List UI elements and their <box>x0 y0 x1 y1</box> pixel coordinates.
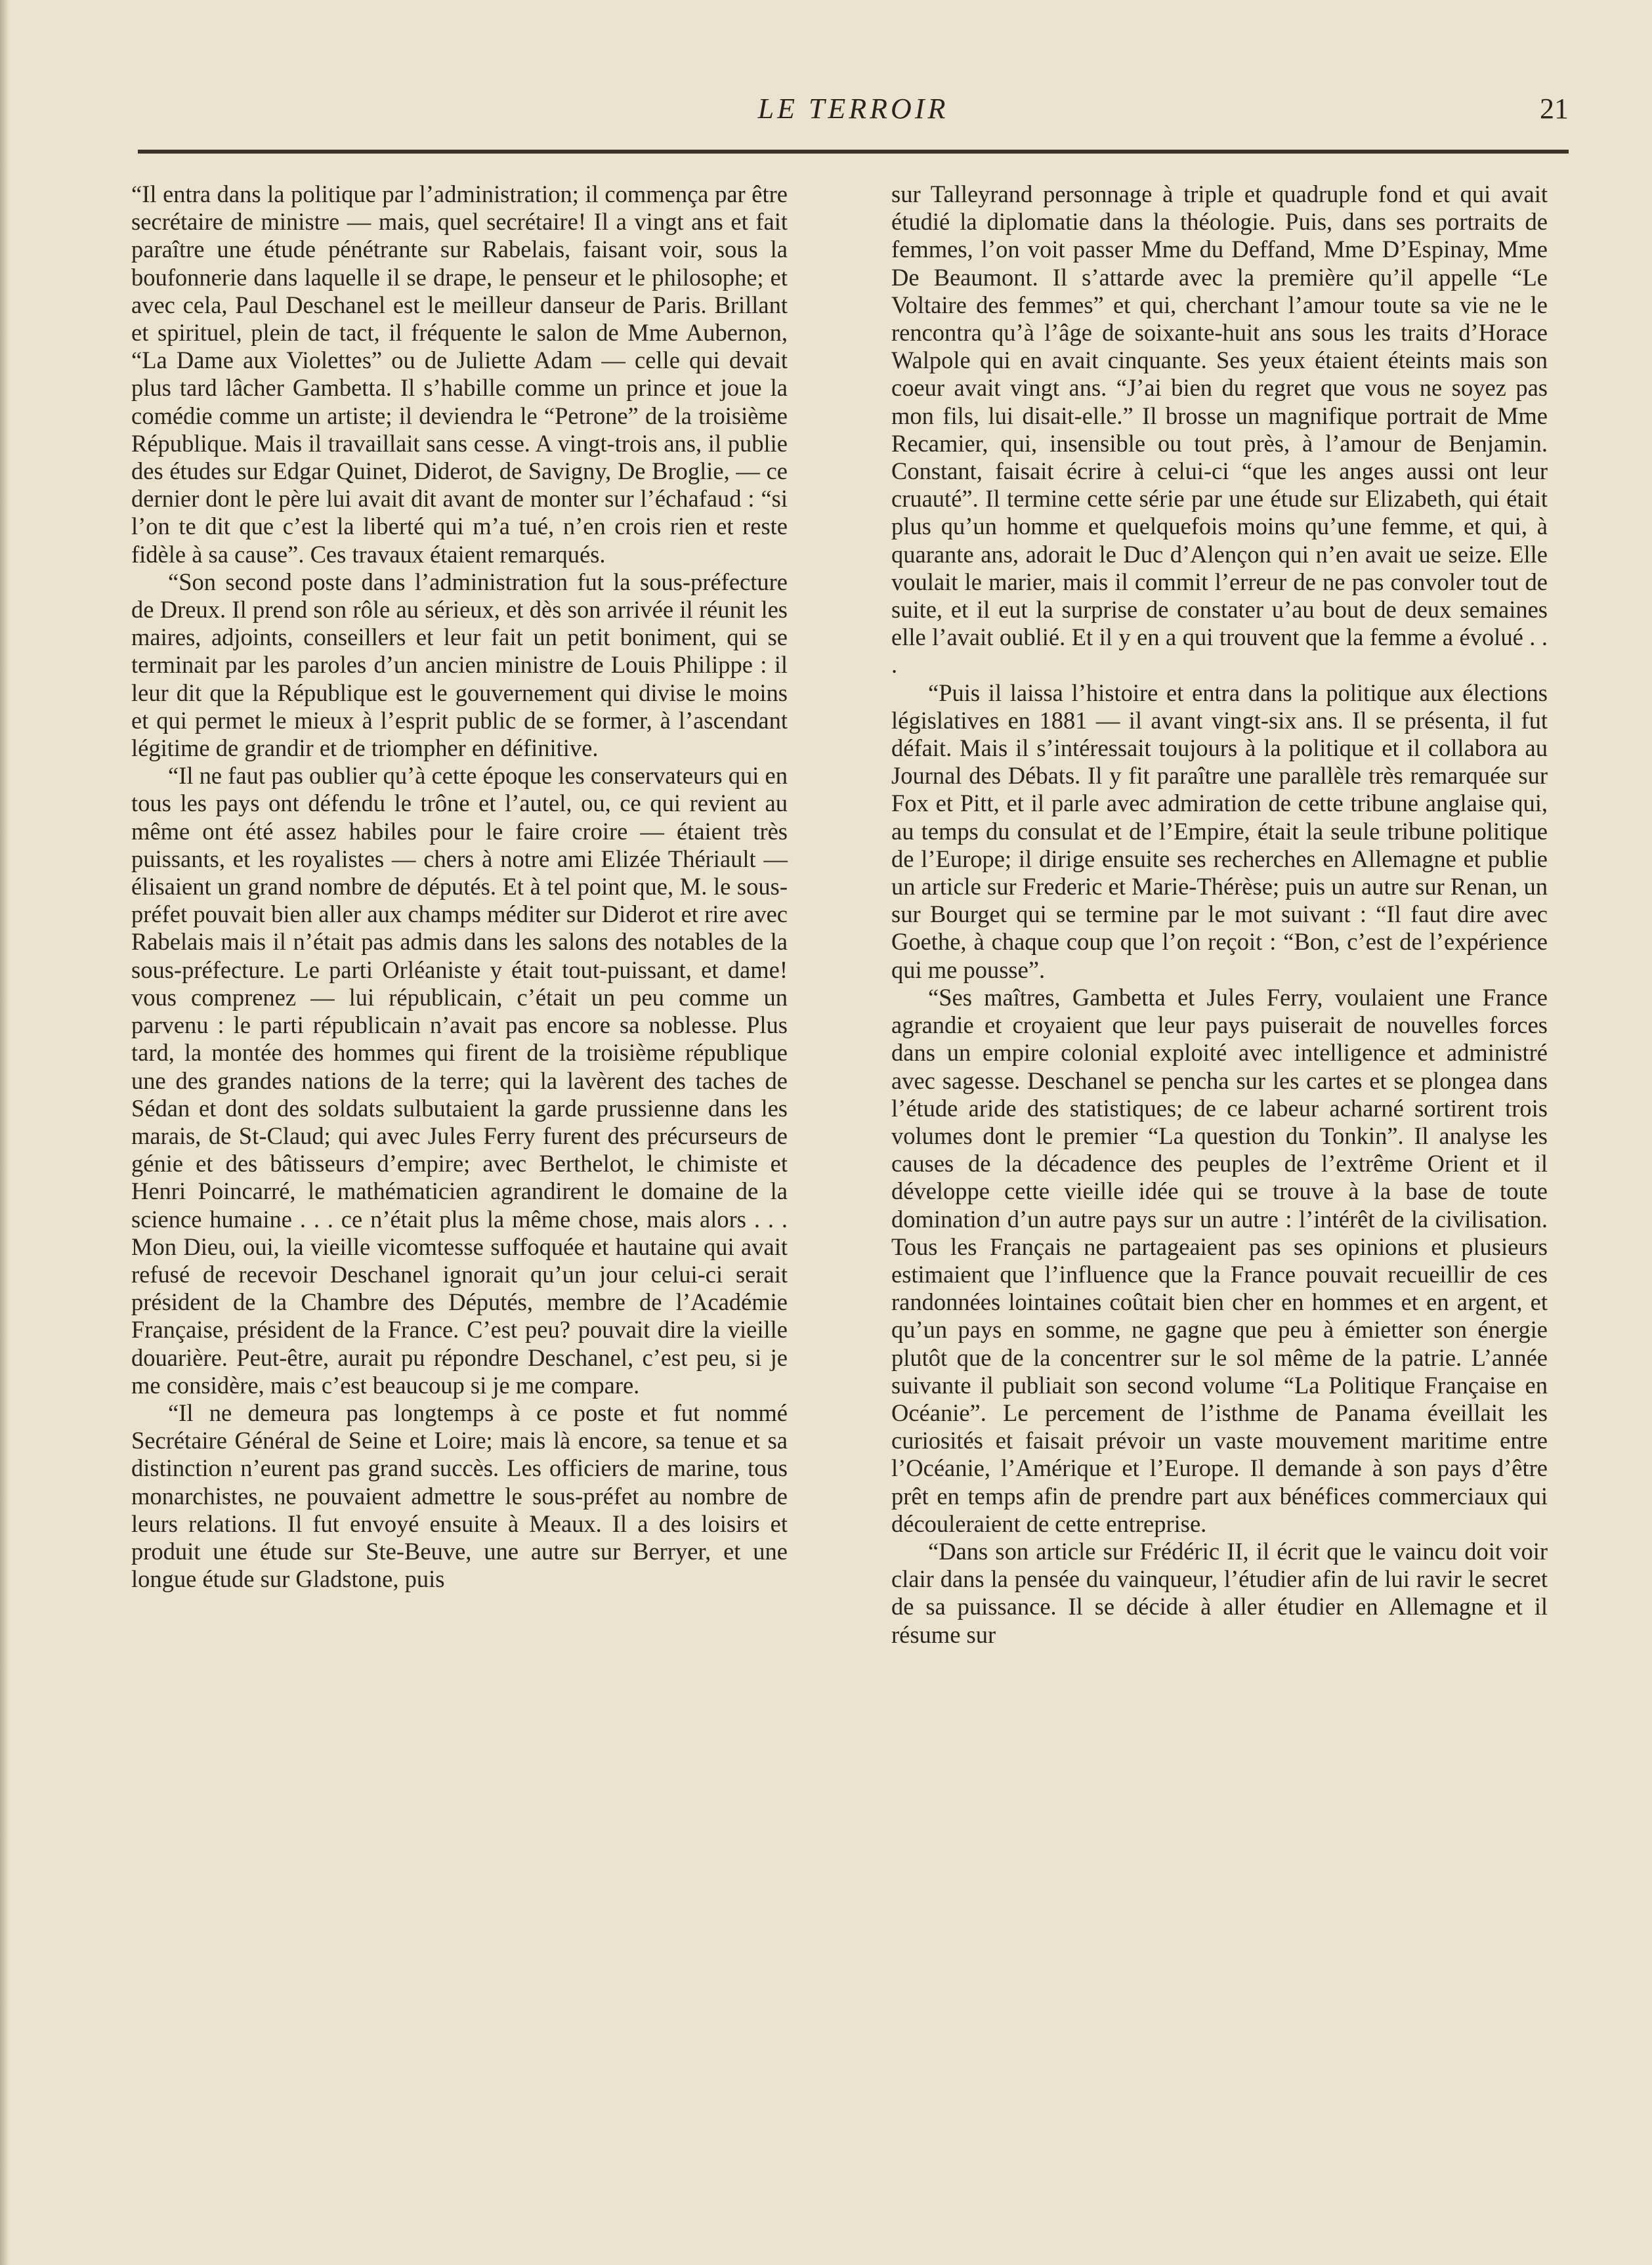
paragraph: sur Talleyrand personnage à triple et quadruple fond et qui avait étudié la diplomatie dans la théologie. Puis, dans ses portraits de femmes, l’on voit passer Mme du Deffand, Mme D’Espinay, Mme De Beaumont. Il s’attarde avec la première qu’il appelle “Le Voltaire des femmes” et qui, cherchant l’amour toute sa vie ne le rencontra qu’à l’âge de soixante-huit ans sous les traits d’Horace Walpole qui en avait cinquante. Ses yeux étaient éteints mais son coeur avait vingt ans. “J’ai bien du regret que vous ne soyez pas mon fils, lui disait-elle.” Il brosse un magnifique portrait de Mme Recamier, qui, insensible ou tout près, à l’amour de Benjamin. Constant, faisait écrire à celui-ci “que les anges aussi ont leur cruauté”. Il termine cette série par une étude sur Elizabeth, qui était plus qu’un homme et quelquefois moins qu’une femme, et qui, à quarante ans, adorait le Duc d’Alençon qui n’en avait ue seize. Elle voulait le marier, mais il commit l’erreur de ne pas convoler tout de suite, et il eut la surprise de constater u’au bout de deux semaines elle l’avait oublié. Et il y en a qui trouvent que la femme a évolué . . . <box>891 180 1548 679</box>
paragraph: “Son second poste dans l’administration fut la sous-préfecture de Dreux. Il prend son rôle au sérieux, et dès son arrivée il réunit les maires, adjoints, conseillers et leur fait un petit boniment, qui se terminait par les paroles d’un ancien ministre de Louis Philippe : il leur dit que la République est le gouvernement qui divise le moins et qui permet le mieux à l’esprit public de se former, à l’ascendant légitime de grandir et de triompher en définitive. <box>131 568 788 762</box>
page-header <box>138 92 1569 138</box>
running-title: LE TERROIR <box>757 93 949 125</box>
paragraph: “Puis il laissa l’histoire et entra dans la politique aux élections législatives en 1881 — il avant vingt-six ans. Il se présenta, il fut défait. Mais il s’intéressait toujours à la politique et il collabora au Journal des Débats. Il y fit paraître une parallèle très remarquée sur Fox et Pitt, et il parle avec admiration de cette tribune anglaise qui, au temps du consulat et de l’Empire, était la seule tribune politique de l’Europe; il dirige ensuite ses recherches en Allemagne et publie un article sur Frederic et Marie-Thérèse; puis un autre sur Renan, un sur Bourget qui se termine par le mot suivant : “Il faut dire avec Goethe, à chaque coup que l’on reçoit : “Bon, c’est de l’expérience qui me pousse”. <box>891 679 1548 983</box>
paragraph: “Il ne faut pas oublier qu’à cette époque les conservateurs qui en tous les pays ont défendu le trône et l’autel, ou, ce qui revient au même ont été assez habiles pour le faire croire — étaient très puissants, et les royalistes — chers à notre ami Elizée Thériault — élisaient un grand nombre de députés. Et à tel point que, M. le sous-préfet pouvait bien aller aux champs méditer sur Diderot et rire avec Rabelais mais il n’était pas admis dans les salons des notables de la sous-préfecture. Le parti Orléaniste y était tout-puissant, et dame! vous comprenez — lui républicain, c’était un peu comme un parvenu : le parti républicain n’avait pas encore sa noblesse. Plus tard, la montée des hommes qui firent de la troisième république une des grandes nations de la terre; qui la lavèrent des taches de Sédan et dont des soldats sulbutaient la garde prussienne dans les marais, de St-Claud; qui avec Jules Ferry furent des précurseurs de génie et des bâtisseurs d’empire; avec Berthelot, le chimiste et Henri Poincarré, le mathématicien agrandirent le domaine de la science humaine . . . ce n’était plus la même chose, mais alors . . . Mon Dieu, oui, la vieille vicomtesse suffoquée et hautaine qui avait refusé de recevoir Deschanel ignorait qu’un jour celui-ci serait président de la Chambre des Députés, membre de l’Académie Française, président de la France. C’est peu? pouvait dire la vieille douarière. Peut-être, aurait pu répondre Deschanel, c’est peu, si je me considère, mais c’est beaucoup si je me compare. <box>131 762 788 1399</box>
paragraph: “Dans son article sur Frédéric II, il écrit que le vaincu doit voir clair dans la pensée du vainqueur, l’étudier afin de lui ravir le secret de sa puissance. Il se décide à aller étudier en Allemagne et il résume sur <box>891 1537 1548 1648</box>
paragraph: “Il entra dans la politique par l’administration; il commença par être secrétaire de ministre — mais, quel secrétaire! Il a vingt ans et fait paraître une étude pénétrante sur Rabelais, faisant voir, sous la boufonnerie dans laquelle il se drape, le penseur et le philosophe; et avec cela, Paul Deschanel est le meilleur danseur de Paris. Brillant et spirituel, plein de tact, il fréquente le salon de Mme Aubernon, “La Dame aux Violettes” ou de Juliette Adam — celle qui devait plus tard lâcher Gambetta. Il s’habille comme un prince et joue la comédie comme un artiste; il deviendra le “Petrone” de la troisième République. Mais il travaillait sans cesse. A vingt-trois ans, il publie des études sur Edgar Quinet, Diderot, de Savigny, De Broglie, — ce dernier dont le père lui avait dit avant de monter sur l’échafaud : “si l’on te dit que c’est la liberté qui m’a tué, n’en crois rien et reste fidèle à sa cause”. Ces travaux étaient remarqués. <box>131 180 788 568</box>
page-number: 21 <box>1540 93 1569 125</box>
right-column <box>891 180 1548 1649</box>
header-rule <box>138 150 1569 154</box>
page-edge-shadow <box>0 0 9 2265</box>
paragraph: “Il ne demeura pas longtemps à ce poste et fut nommé Secrétaire Général de Seine et Loire; mais là encore, sa tenue et sa distinction n’eurent pas grand succès. Les officiers de marine, tous monarchistes, ne pouvaient admettre le sous-préfet au nombre de leurs relations. Il fut envoyé ensuite à Meaux. Il a des loisirs et produit une étude sur Ste-Beuve, une autre sur Berryer, et une longue étude sur Gladstone, puis <box>131 1399 788 1593</box>
paragraph: “Ses maîtres, Gambetta et Jules Ferry, voulaient une France agrandie et croyaient que leur pays puiserait de nouvelles forces dans un empire colonial exploité avec intelligence et administré avec sagesse. Deschanel se pencha sur les cartes et se plongea dans l’étude aride des statistiques; de ce labeur acharné sortirent trois volumes dont le premier “La question du Tonkin”. Il analyse les causes de la décadence des peuples de l’extrême Orient et il développe cette vieille idée qui se trouve à la base de toute domination d’un autre pays sur un autre : l’intérêt de la civilisation. Tous les Français ne partageaient pas ses opinions et plusieurs estimaient que l’influence que la France pouvait recueillir de ces randonnées lointaines coûtait bien cher en hommes et en argent, et qu’un pays en somme, ne gagne que peu à émietter son énergie plutôt que de la concentrer sur le sol même de la patrie. L’année suivante il publiait son second volume “La Politique Française en Océanie”. Le percement de l’isthme de Panama éveillait les curiosités et faisait prévoir un vaste mouvement maritime entre l’Océanie, l’Amérique et l’Europe. Il demande à son pays d’être prêt en temps afin de prendre part aux bénéfices commerciaux qui découleraient de cette entreprise. <box>891 983 1548 1537</box>
left-column <box>131 180 788 1593</box>
